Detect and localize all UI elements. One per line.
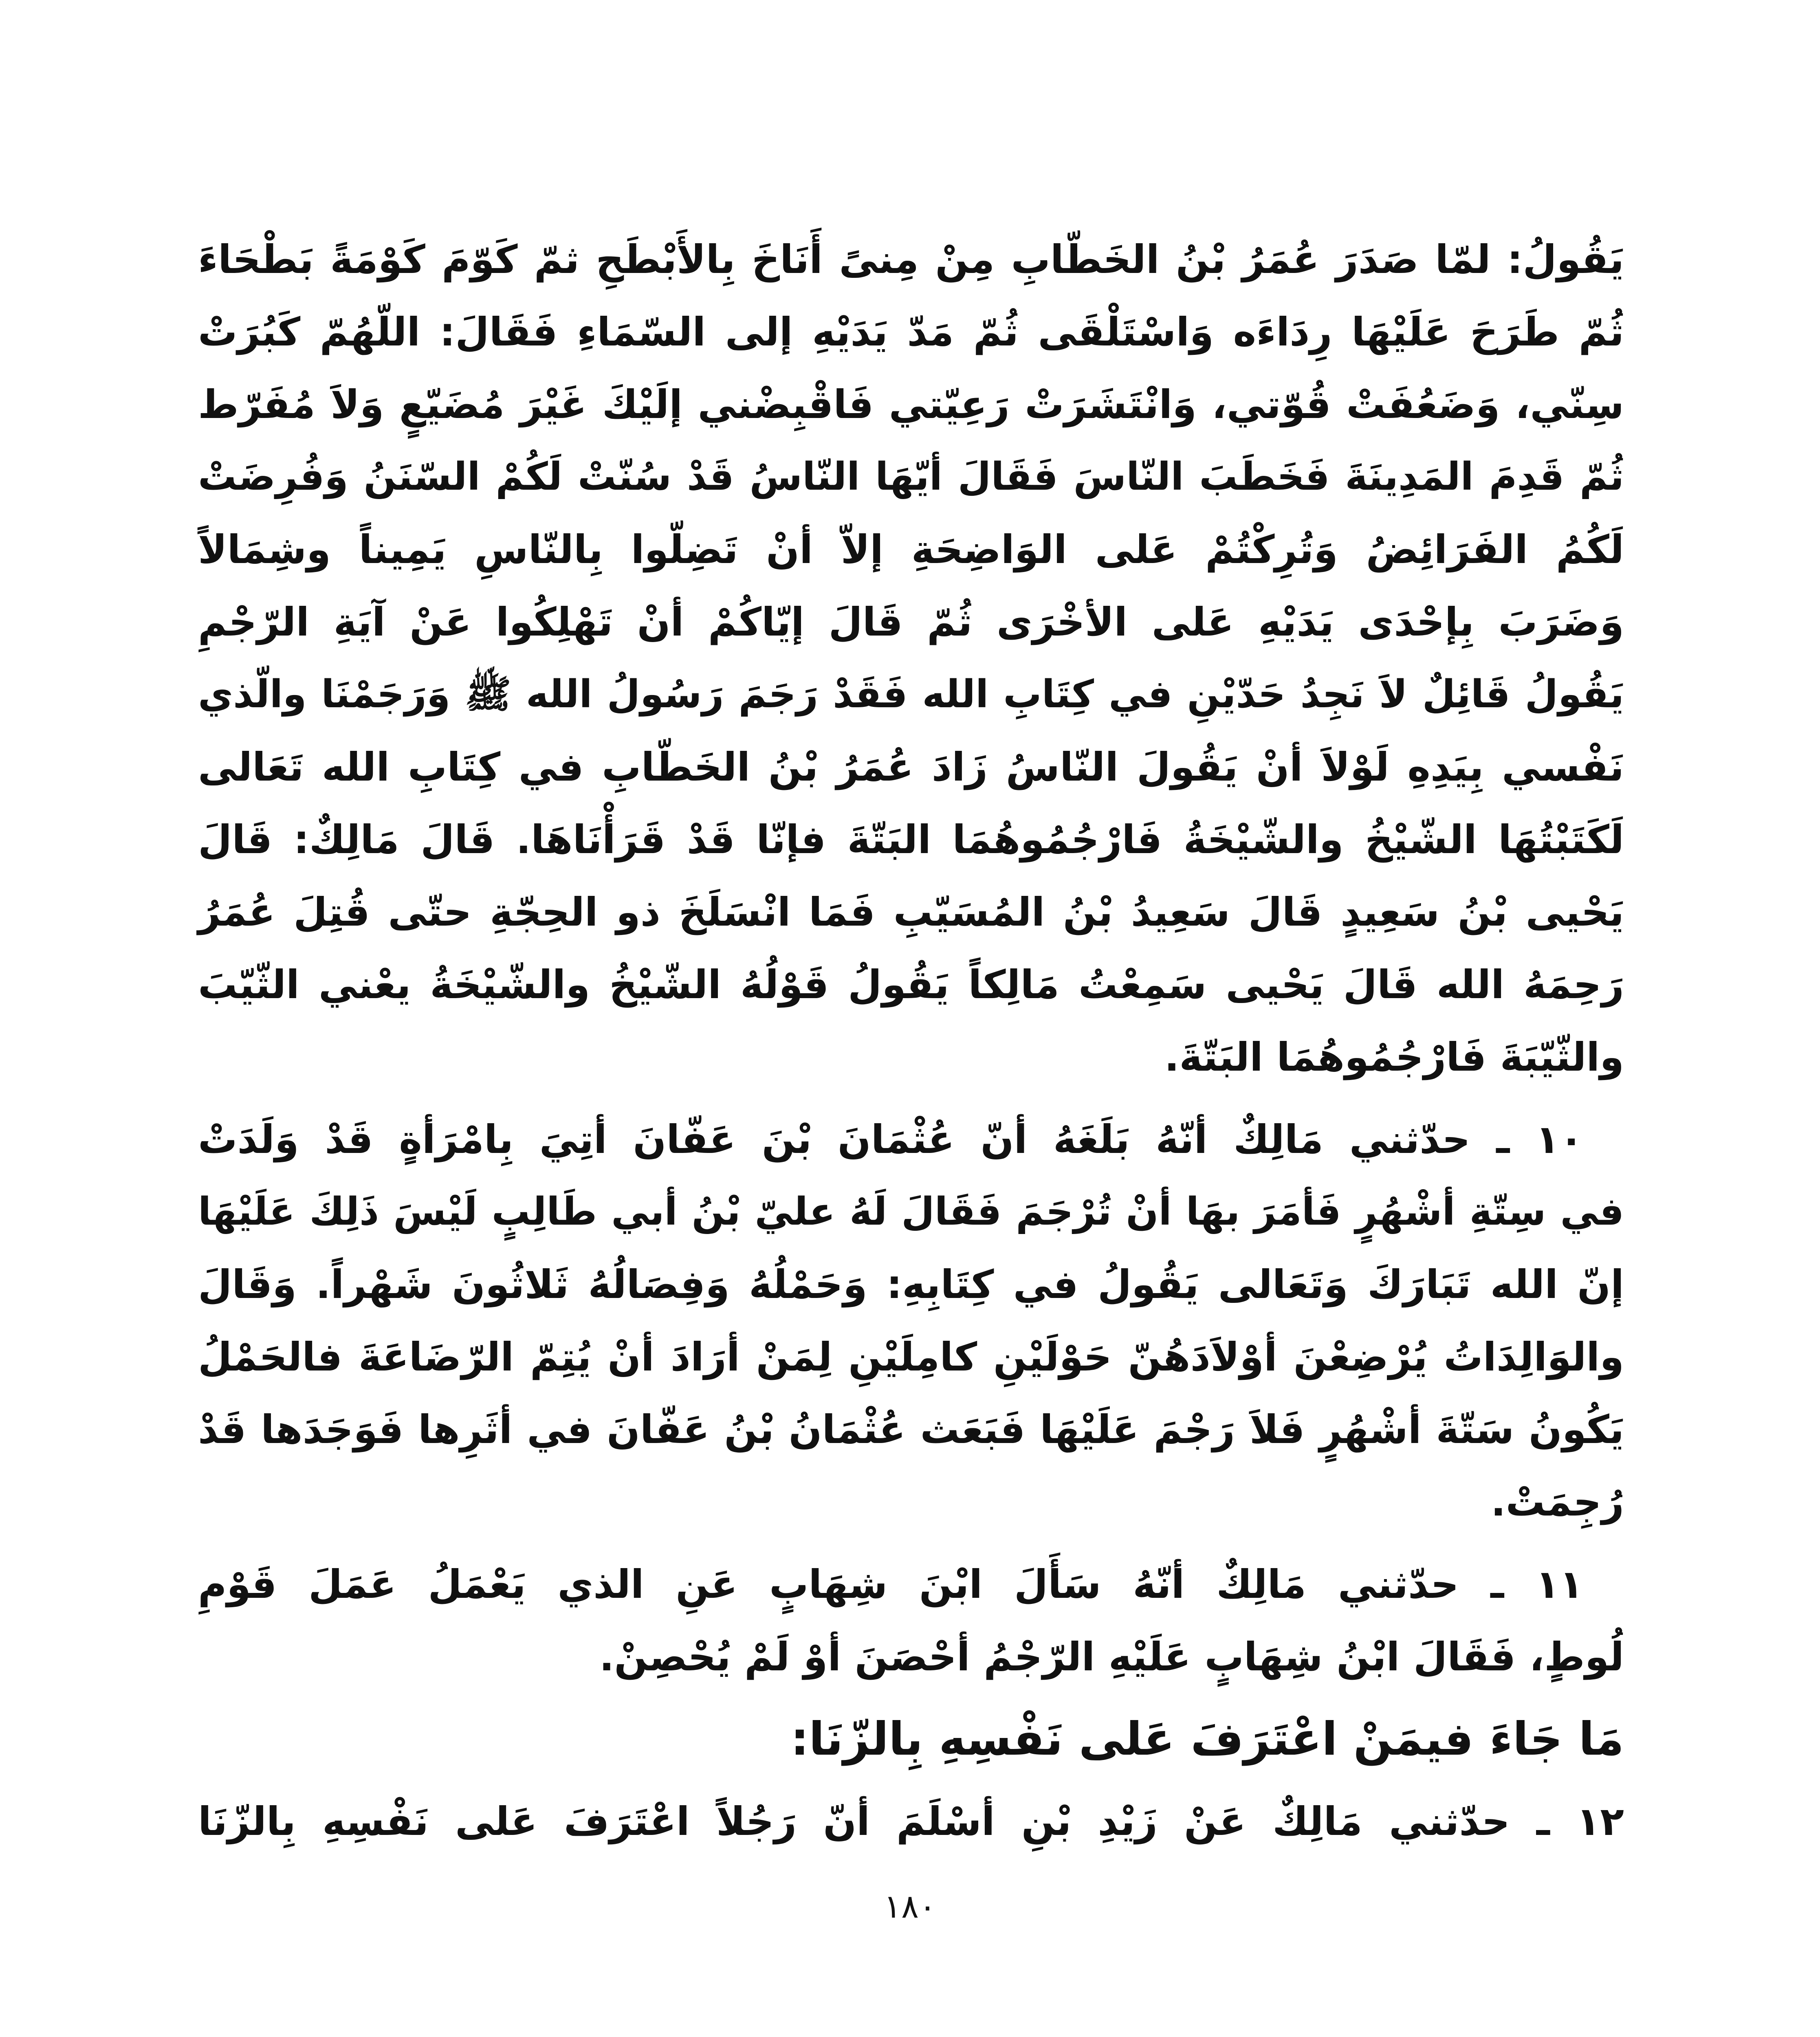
text-line: لُوطٍ، فَقَالَ ابْنُ شِهَابٍ عَلَيْهِ الرّجْمُ أحْصَنَ أوْ لَمْ يُحْصِنْ. <box>599 1634 1624 1680</box>
paragraph-11-first-line: ١١ ـ حدّثني مَالِكٌ أنّهُ سَأَلَ ابْنَ شِهَابٍ عَنِ الذي يَعْمَلُ عَمَلَ قَوْمِ <box>198 1562 1583 1607</box>
text-line: نَفْسي بِيَدِهِ لَوْلاَ أنْ يَقُولَ النّاسُ زَادَ عُمَرُ بْنُ الخَطّابِ في كِتَابِ الله تَعَالى <box>198 744 1624 790</box>
text-line: لَكُمُ الفَرَائِضُ وَتُرِكْتُمْ عَلى الوَاضِحَةِ إلاّ أنْ تَضِلّوا بِالنّاسِ يَمِيناً وشِمَالاً <box>198 527 1624 572</box>
paragraph-12-first-line: ١٢ ـ حدّثني مَالِكٌ عَنْ زَيْدِ بْنِ أسْلَمَ أنّ رَجُلاً اعْتَرَفَ عَلى نَفْسِهِ بِالزّنَا <box>198 1799 1624 1844</box>
text-line: يَحْيى بْنُ سَعِيدٍ قَالَ سَعِيدُ بْنُ المُسَيّبِ فَمَا انْسَلَخَ ذو الحِجّةِ حتّى قُتِلَ عُمَرُ <box>198 889 1624 935</box>
section-heading: مَا جَاءَ فيمَنْ اعْتَرَفَ عَلى نَفْسِهِ بِالزّنَا: <box>790 1713 1624 1766</box>
text-line: والوَالِدَاتُ يُرْضِعْنَ أوْلاَدَهُنّ حَوْلَيْنِ كامِلَيْنِ لِمَنْ أرَادَ أنْ يُتِمّ الرّضَاعَةَ فالحَمْلُ <box>198 1334 1624 1380</box>
text-line: رُجِمَتْ. <box>1491 1479 1624 1525</box>
text-line: وَضَرَبَ بِإحْدَى يَدَيْهِ عَلى الأخْرَى ثُمّ قَالَ إيّاكُمْ أنْ تَهْلِكُوا عَنْ آيَةِ الرّجْمِ <box>198 599 1624 645</box>
text-line: يَقُولُ: لمّا صَدَرَ عُمَرُ بْنُ الخَطّابِ مِنْ مِنىً أَنَاخَ بِالأَبْطَحِ ثمّ كَوّمَ كَوْمَةً بَطْحَاءَ <box>198 237 1624 282</box>
text-line: ثُمّ طَرَحَ عَلَيْهَا رِدَاءَه وَاسْتَلْقَى ثُمّ مَدّ يَدَيْهِ إلى السّمَاءِ فَقَالَ: اللّهُمّ كَبُرَتْ <box>198 309 1624 355</box>
text-line: يَقُولُ قَائِلٌ لاَ نَجِدُ حَدّيْنِ في كِتَابِ الله فَقَدْ رَجَمَ رَسُولُ الله ﷺ وَرَجَمْنَا والّذي <box>198 672 1624 717</box>
text-line: ثُمّ قَدِمَ المَدِينَةَ فَخَطَبَ النّاسَ فَقَالَ أيّهَا النّاسُ قَدْ سُنّتْ لَكُمْ السّنَنُ وَفُرِضَتْ <box>198 455 1624 499</box>
text-line: في سِتّةِ أشْهُرٍ فَأمَرَ بهَا أنْ تُرْجَمَ فَقَالَ لَهُ عليّ بْنُ أبي طَالِبٍ لَيْسَ ذَلِكَ عَلَيْهَا <box>198 1190 1624 1234</box>
text-line: سِنّي، وَضَعُفَتْ قُوّتي، وَانْتَشَرَتْ رَعِيّتي فَاقْبِضْني إلَيْكَ غَيْرَ مُضَيّعٍ وَلاَ مُفَرّط <box>198 382 1624 427</box>
text-line: رَحِمَهُ الله قَالَ يَحْيى سَمِعْتُ مَالِكاً يَقُولُ قَوْلُهُ الشّيْخُ والشّيْخَةُ يعْني الثّيّبَ <box>198 962 1624 1008</box>
text-line: يَكُونُ سَتّةَ أشْهُرٍ فَلاَ رَجْمَ عَلَيْهَا فَبَعَث عُثْمَانُ بْنُ عَفّانَ في أثَرِها فَوَجَدَها قَدْ <box>198 1407 1624 1452</box>
page-number: ١٨٠ <box>884 1887 936 1925</box>
text-line: والثّيّبَةَ فَارْجُمُوهُمَا البَتّةَ. <box>1164 1034 1624 1080</box>
text-line: إنّ الله تَبَارَكَ وَتَعَالى يَقُولُ في كِتَابِهِ: وَحَمْلُهُ وَفِصَالُهُ ثَلاثُونَ شَهْراً. وَقَالَ <box>198 1262 1624 1307</box>
text-line: لَكَتَبْتُهَا الشّيْخُ والشّيْخَةُ فَارْجُمُوهُمَا البَتّةَ فإنّا قَدْ قَرَأْنَاهَا. قَالَ مَالِكٌ: قَالَ <box>198 817 1624 862</box>
paragraph-10-first-line: ١٠ ـ حدّثني مَالِكٌ أنّهُ بَلَغَهُ أنّ عُثْمَانَ بْنَ عَفّانَ أتِيَ بِامْرَأةٍ قَدْ وَلَدَتْ <box>198 1117 1583 1162</box>
